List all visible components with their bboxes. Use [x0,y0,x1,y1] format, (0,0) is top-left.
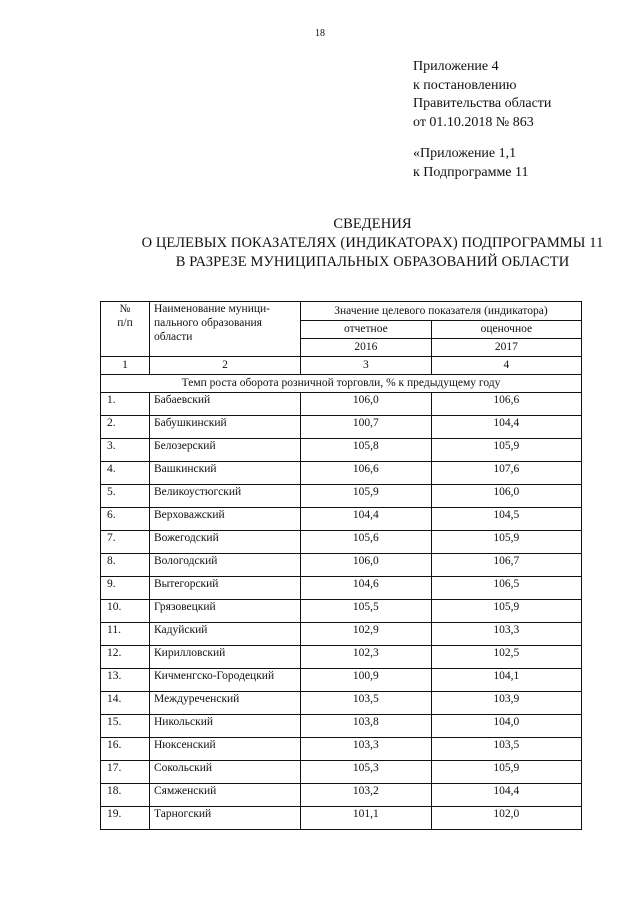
row-value-2016: 105,5 [301,600,432,623]
row-value-2017: 102,5 [431,646,581,669]
table-row [101,784,582,807]
row-value-2017: 104,0 [431,715,581,738]
row-municipality: Кирилловский [150,646,301,669]
appendix-inner-line: к Подпрограмме 11 [413,164,529,180]
row-number: 14. [101,692,150,715]
row-value-2017: 105,9 [431,600,581,623]
row-municipality: Грязовецкий [150,600,301,623]
row-value-2016: 100,9 [301,669,432,692]
row-number: 15. [101,715,150,738]
header-number: № п/п [101,302,150,357]
row-value-2017: 103,9 [431,692,581,715]
header-reported: отчетное [301,321,432,339]
appendix-line: Приложение 4 [413,59,499,74]
row-value-2017: 104,1 [431,669,581,692]
row-value-2017: 105,9 [431,439,581,462]
row-value-2016: 106,0 [301,554,432,577]
table-row [101,807,582,830]
row-municipality: Никольский [150,715,301,738]
row-number: 6. [101,508,150,531]
row-value-2017: 103,5 [431,738,581,761]
row-number: 2. [101,416,150,439]
table-row [101,761,582,784]
row-municipality: Междуреченский [150,692,301,715]
row-municipality: Вожегодский [150,531,301,554]
row-municipality: Кадуйский [150,623,301,646]
appendix-block [413,58,551,132]
row-number: 7. [101,531,150,554]
row-municipality: Тарногский [150,807,301,830]
row-value-2016: 103,5 [301,692,432,715]
row-number: 10. [101,600,150,623]
row-municipality: Вашкинский [150,462,301,485]
appendix-line: от 01.10.2018 № 863 [413,114,534,130]
row-value-2016: 103,2 [301,784,432,807]
row-value-2016: 101,1 [301,807,432,830]
table-row [101,531,582,554]
row-value-2017: 103,3 [431,623,581,646]
document-title [0,215,640,272]
row-value-2016: 105,9 [301,485,432,508]
page-number: 18 [315,28,325,39]
row-number: 19. [101,807,150,830]
row-municipality: Сокольский [150,761,301,784]
row-number: 5. [101,485,150,508]
row-number: 11. [101,623,150,646]
table-row [101,623,582,646]
column-number: 1 [101,357,150,375]
row-number: 4. [101,462,150,485]
row-municipality: Нюксенский [150,738,301,761]
section-heading: Темп роста оборота розничной торговли, % к предыдущему году [101,375,582,393]
row-number: 17. [101,761,150,784]
row-value-2017: 104,5 [431,508,581,531]
row-number: 9. [101,577,150,600]
row-value-2016: 105,8 [301,439,432,462]
row-value-2017: 106,7 [431,554,581,577]
row-value-2016: 103,8 [301,715,432,738]
table-row [101,416,582,439]
row-value-2017: 104,4 [431,416,581,439]
row-number: 12. [101,646,150,669]
title-line: О ЦЕЛЕВЫХ ПОКАЗАТЕЛЯХ (ИНДИКАТОРАХ) ПОДПРОГРАММЫ 11 [141,235,604,251]
table-row [101,669,582,692]
row-value-2017: 106,0 [431,485,581,508]
row-municipality: Кичменгско-Городецкий [150,669,301,692]
row-value-2016: 105,6 [301,531,432,554]
row-number: 1. [101,393,150,416]
appendix-line: к постановлению [413,77,517,93]
row-value-2016: 100,7 [301,416,432,439]
table-row [101,646,582,669]
table-row [101,439,582,462]
table-row [101,462,582,485]
row-number: 3. [101,439,150,462]
row-value-2016: 103,3 [301,738,432,761]
table-row [101,715,582,738]
row-value-2017: 106,6 [431,393,581,416]
row-value-2016: 106,0 [301,393,432,416]
row-municipality: Бабаевский [150,393,301,416]
row-number: 18. [101,784,150,807]
header-year-reported: 2016 [301,339,432,357]
column-number: 4 [431,357,581,375]
row-value-2017: 104,4 [431,784,581,807]
header-municipality: Наименование муници- пального образования области [150,302,301,357]
appendix-inner-block [413,145,529,182]
row-municipality: Бабушкинский [150,416,301,439]
row-value-2016: 106,6 [301,462,432,485]
table-row [101,577,582,600]
table-row [101,738,582,761]
row-municipality: Сямженский [150,784,301,807]
header-estimated: оценочное [431,321,581,339]
table-row [101,600,582,623]
table-row [101,393,582,416]
title-line: СВЕДЕНИЯ [333,216,412,232]
row-municipality: Великоустюгский [150,485,301,508]
row-value-2016: 104,6 [301,577,432,600]
header-year-estimated: 2017 [431,339,581,357]
table-row [101,692,582,715]
row-value-2017: 105,9 [431,531,581,554]
indicators-table [100,301,582,830]
column-number: 2 [150,357,301,375]
title-line: В РАЗРЕЗЕ МУНИЦИПАЛЬНЫХ ОБРАЗОВАНИЙ ОБЛАСТИ [175,254,570,270]
row-value-2017: 102,0 [431,807,581,830]
row-value-2017: 105,9 [431,761,581,784]
row-number: 8. [101,554,150,577]
row-number: 16. [101,738,150,761]
table-row [101,485,582,508]
row-number: 13. [101,669,150,692]
appendix-line: Правительства области [413,96,552,111]
row-municipality: Вологодский [150,554,301,577]
column-number: 3 [301,357,432,375]
row-value-2017: 106,5 [431,577,581,600]
table-row [101,508,582,531]
row-value-2016: 105,3 [301,761,432,784]
row-value-2016: 104,4 [301,508,432,531]
row-municipality: Вытегорский [150,577,301,600]
row-municipality: Верховажский [150,508,301,531]
row-value-2017: 107,6 [431,462,581,485]
appendix-inner-line: «Приложение 1,1 [413,146,517,161]
header-indicator-value: Значение целевого показателя (индикатора) [301,302,582,321]
table-row [101,554,582,577]
row-municipality: Белозерский [150,439,301,462]
row-value-2016: 102,3 [301,646,432,669]
row-value-2016: 102,9 [301,623,432,646]
